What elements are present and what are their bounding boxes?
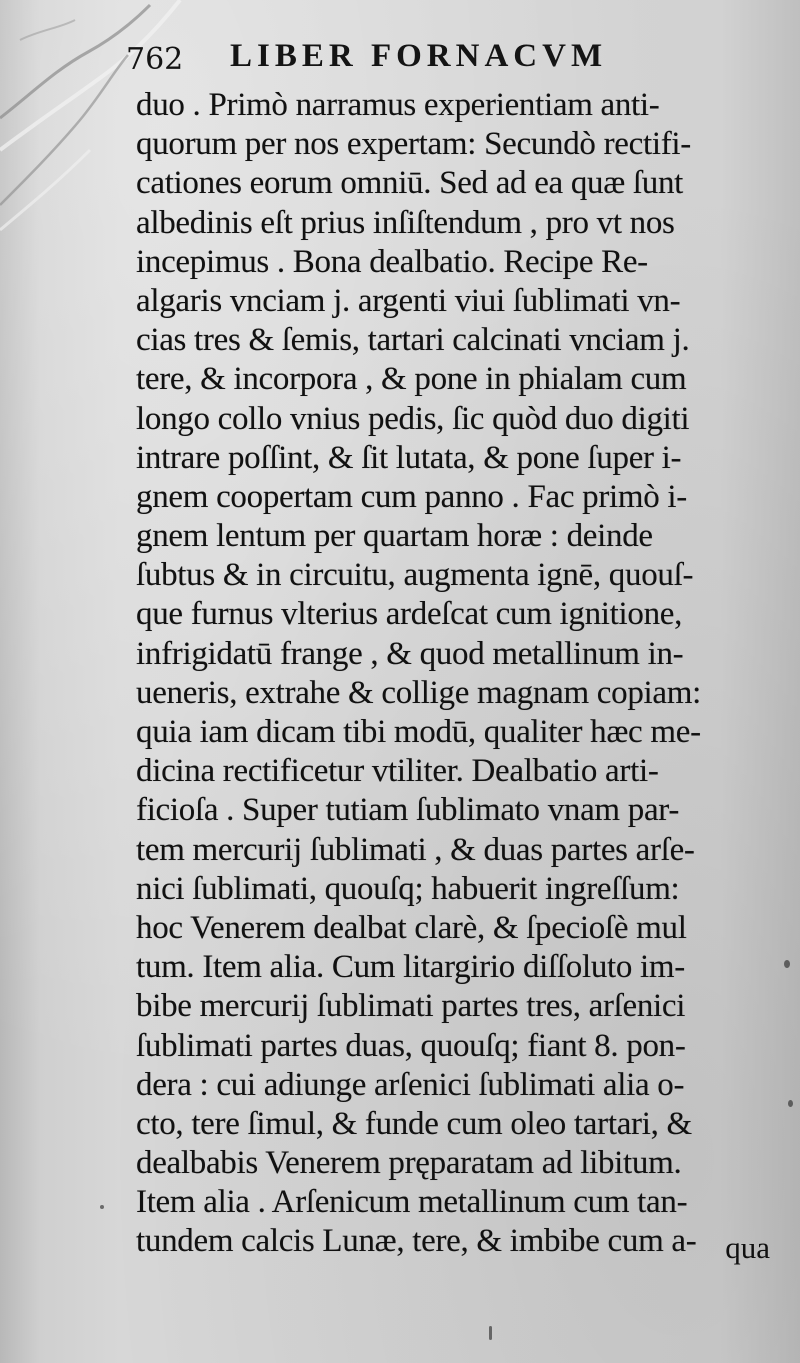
text-line: longo collo vnius pedis, ſic quòd duo digiti [136,400,690,437]
text-line: hoc Venerem dealbat clarè, & ſpecioſè mul [136,909,687,946]
text-line: tem mercurij ſublimati , & duas partes arſe- [136,831,695,868]
text-line: gnem lentum per quartam horæ : deinde [136,518,653,555]
text-line: que furnus vlterius ardeſcat cum ignitione, [136,596,683,633]
text-line: ſubtus & in circuitu, augmenta ignē, quouſ- [136,557,694,594]
page-header [126,34,756,78]
text-line: cias tres & ſemis, tartari calcinati vnciam j. [136,322,690,359]
text-line: algaris vnciam j. argenti viui ſublimati vn- [136,282,681,319]
text-line: duo . Primò narramus experientiam anti- [136,87,660,123]
text-line: intrare poſſint, & ſit lutata, & pone ſuper i- [136,439,682,476]
text-line: incepimus . Bona dealbatio. Recipe Re- [136,243,648,280]
text-line: nici ſublimati, quouſq; habuerit ingreſſum: [136,870,680,907]
text-line: tundem calcis Lunæ, tere, & imbibe cum a- [136,1223,697,1260]
text-line: albedinis eſt prius inſiſtendum , pro vt nos [136,204,675,241]
text-line: ficioſa . Super tutiam ſublimato vnam par- [136,792,680,829]
catchword: qua [725,1230,770,1265]
text-line: tere, & incorpora , & pone in phialam cum [136,361,687,398]
text-line: dera : cui adiunge arſenici ſublimati alia o- [136,1066,685,1103]
ink-speck [784,960,790,968]
text-line: Item alia . Arſenicum metallinum cum tan- [136,1184,688,1221]
text-line: dicina rectificetur vtiliter. Dealbatio arti- [136,753,659,790]
ink-speck [100,1205,104,1209]
ink-speck [489,1326,492,1340]
text-line: cationes eorum omniū. Sed ad ea quæ ſunt [136,165,684,202]
text-line: ſublimati partes duas, quouſq; fiant 8. pon- [136,1027,686,1064]
ink-speck [788,1100,793,1107]
text-line: dealbabis Venerem pręparatam ad libitum. [136,1145,682,1182]
text-line: ueneris, extrahe & collige magnam copiam: [136,674,701,711]
text-line: quorum per nos expertam: Secundò rectifi- [136,126,691,163]
running-title: LIBER FORNACVM [230,38,608,74]
text-line: tum. Item alia. Cum litargirio diſſoluto im- [136,949,685,986]
body-text [136,86,740,1262]
text-line: gnem coopertam cum panno . Fac primò i- [136,478,687,515]
text-line: quia iam dicam tibi modū, qualiter hæc me- [136,714,701,750]
page-number: 762 [126,42,184,77]
text-line: cto, tere ſimul, & funde cum oleo tartari, & [136,1105,692,1142]
text-line: infrigidatū frange , & quod metallinum in- [136,635,684,672]
text-line: bibe mercurij ſublimati partes tres, arſenici [136,988,686,1025]
